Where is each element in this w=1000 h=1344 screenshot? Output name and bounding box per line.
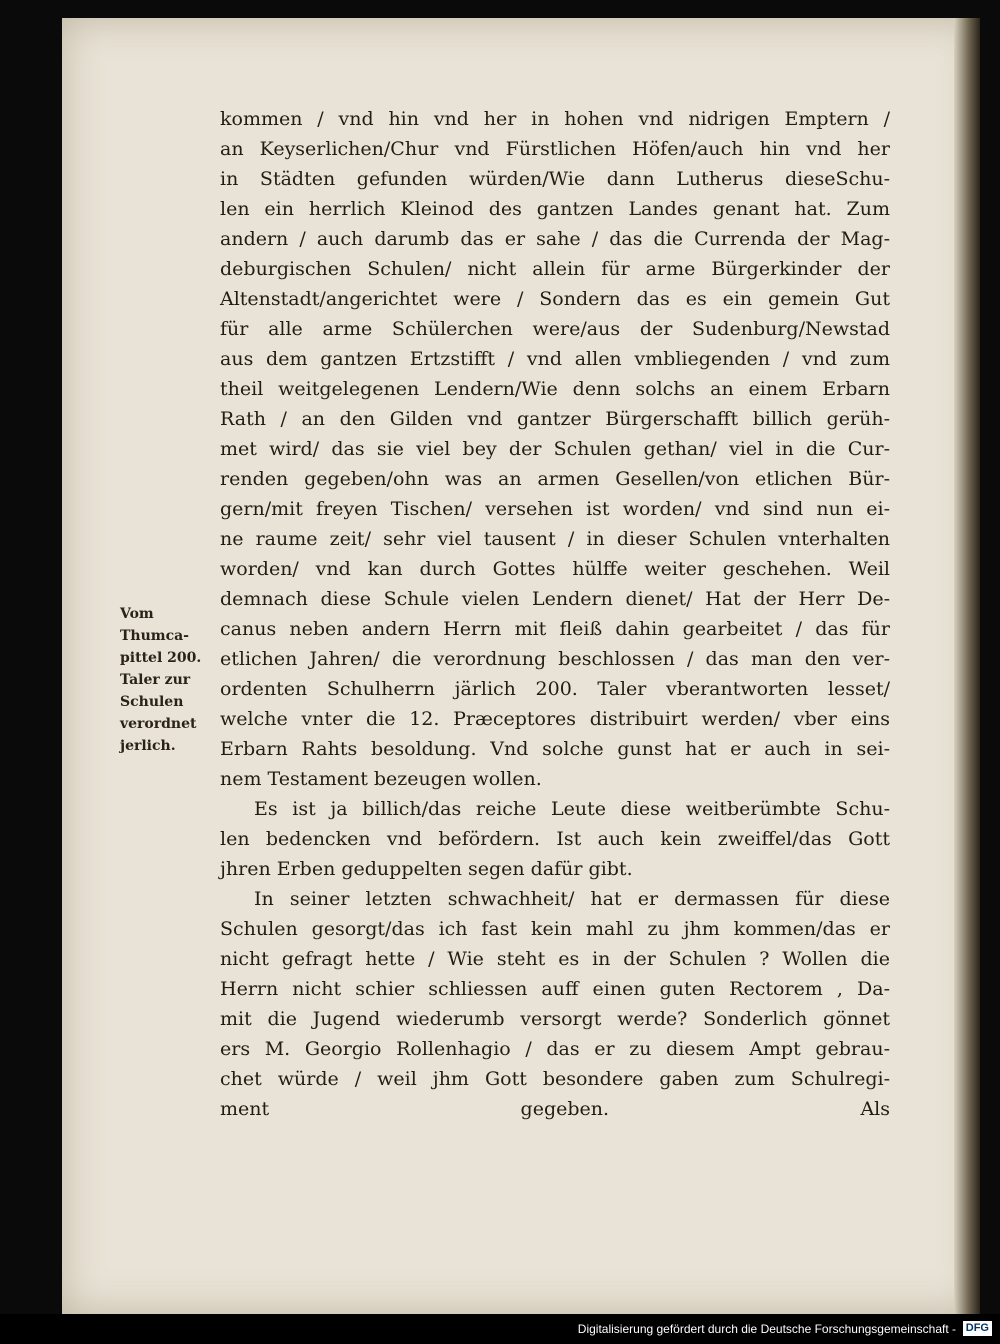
margin-note-line: Schulen xyxy=(120,694,184,710)
text-line: jhren Erben geduppelten segen dafür gibt. xyxy=(220,858,633,880)
text-line: nicht gefragt hette / Wie steht es in der Schulen ? Wollen die xyxy=(220,948,890,970)
text-line: ment gegeben. Als xyxy=(220,1098,890,1120)
text-line: an Keyserlichen/Chur vnd Fürstlichen Höfen/auch hin vnd her xyxy=(220,138,890,160)
text-line: aus dem gantzen Ertzstifft / vnd allen vmbliegenden / vnd zum xyxy=(220,348,890,370)
text-line: ers M. Georgio Rollenhagio / das er zu diesem Ampt gebrau- xyxy=(220,1038,890,1060)
footer-credit: Digitalisierung gefördert durch die Deutsche Forschungsgemeinschaft - xyxy=(577,1322,956,1336)
text-line: ordenten Schulherrn järlich 200. Taler vberantworten lesset/ xyxy=(220,678,890,700)
margin-note-line: Taler zur xyxy=(120,672,191,688)
text-line: etlichen Jahren/ die verordnung beschlossen / das man den ver- xyxy=(220,648,890,670)
text-line: Erbarn Rahts besoldung. Vnd solche gunst hat er auch in sei- xyxy=(220,738,890,760)
text-line: nem Testament bezeugen wollen. xyxy=(220,768,542,790)
text-line: Schulen gesorgt/das ich fast kein mahl zu jhm kommen/das er xyxy=(220,918,890,940)
text-line: Herrn nicht schier schliessen auff einen guten Rectorem , Da- xyxy=(220,978,890,1000)
text-line: für alle arme Schülerchen were/aus der Sudenburg/Newstad xyxy=(220,318,890,340)
margin-note xyxy=(120,603,220,757)
text-line: demnach diese Schule vielen Lendern dienet/ Hat der Herr De- xyxy=(220,588,890,610)
body-text xyxy=(220,104,890,1124)
text-line: Altenstadt/angerichtet were / Sondern das es ein gemein Gut xyxy=(220,288,890,310)
text-line: andern / auch darumb das er sahe / das die Currenda der Mag- xyxy=(220,228,890,250)
text-line: mit die Jugend wiederumb versorgt werde? Sonderlich gönnet xyxy=(220,1008,890,1030)
margin-note-line: jerlich. xyxy=(120,738,176,754)
text-line: In seiner letzten schwachheit/ hat er dermassen für diese xyxy=(254,888,890,910)
dfg-logo-icon: DFG xyxy=(963,1321,992,1336)
text-line: chet würde / weil jhm Gott besondere gaben zum Schulregi- xyxy=(220,1068,890,1090)
margin-note-line: verordnet xyxy=(120,716,197,732)
margin-note-line: pittel 200. xyxy=(120,650,202,666)
margin-note-line: Vom xyxy=(120,606,154,622)
text-line: in Städten gefunden würden/Wie dann Lutherus dieseSchu- xyxy=(220,168,890,190)
text-line: met wird/ das sie viel bey der Schulen gethan/ viel in die Cur- xyxy=(220,438,890,460)
text-line: worden/ vnd kan durch Gottes hülffe weiter geschehen. Weil xyxy=(220,558,890,580)
text-line: deburgischen Schulen/ nicht allein für arme Bürgerkinder der xyxy=(220,258,890,280)
text-line: Es ist ja billich/das reiche Leute diese weitberümbte Schu- xyxy=(254,798,890,820)
text-line: renden gegeben/ohn was an armen Gesellen/von etlichen Bür- xyxy=(220,468,890,490)
text-line: theil weitgelegenen Lendern/Wie denn solchs an einem Erbarn xyxy=(220,378,890,400)
text-line: ne raume zeit/ sehr viel tausent / in dieser Schulen vnterhalten xyxy=(220,528,890,550)
text-line: welche vnter die 12. Præceptores distribuirt werden/ vber eins xyxy=(220,708,890,730)
text-line: Rath / an den Gilden vnd gantzer Bürgerschafft billich gerüh- xyxy=(220,408,890,430)
digitization-footer xyxy=(0,1314,1000,1344)
text-line: kommen / vnd hin vnd her in hohen vnd nidrigen Emptern / xyxy=(220,108,890,130)
page-spine-shadow xyxy=(954,18,980,1314)
text-line: canus neben andern Herrn mit fleiß dahin gearbeitet / das für xyxy=(220,618,890,640)
text-line: len bedencken vnd befördern. Ist auch kein zweiffel/das Gott xyxy=(220,828,890,850)
text-line: len ein herrlich Kleinod des gantzen Landes genant hat. Zum xyxy=(220,198,890,220)
margin-note-line: Thumca- xyxy=(120,628,189,644)
text-line: gern/mit freyen Tischen/ versehen ist worden/ vnd sind nun ei- xyxy=(220,498,890,520)
